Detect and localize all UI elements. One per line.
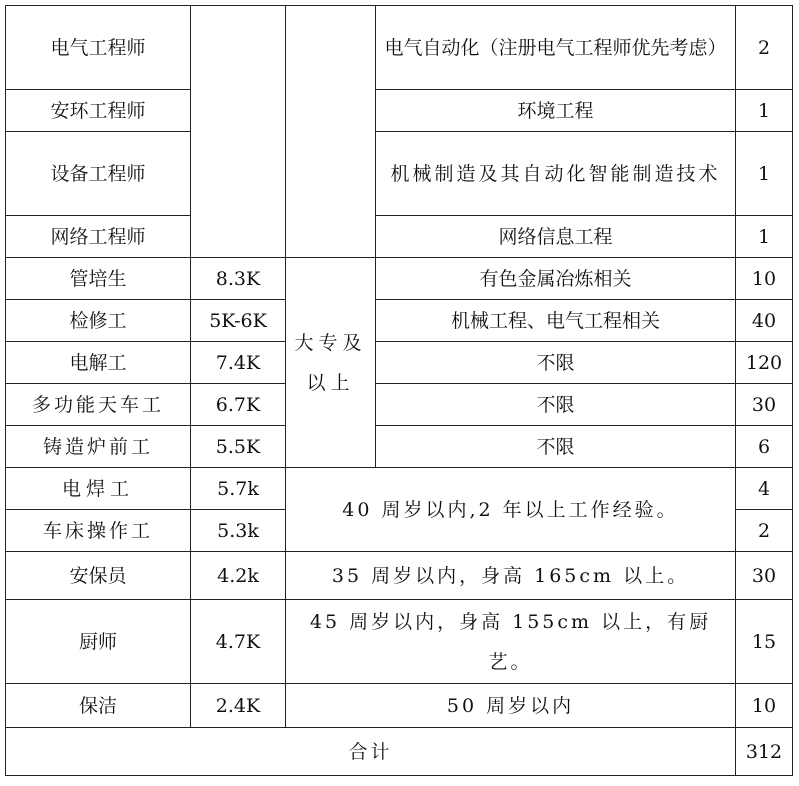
salary-cell: 4.2k <box>191 552 286 600</box>
count-cell: 1 <box>736 216 793 258</box>
requirement-cell: 45 周岁以内，身高 155cm 以上，有厨艺。 <box>286 600 736 684</box>
table-row <box>6 6 793 90</box>
count-cell: 2 <box>736 510 793 552</box>
count-cell: 10 <box>736 258 793 300</box>
table-row <box>6 300 793 342</box>
requirement-cell: 电气自动化（注册电气工程师优先考虑） <box>376 6 736 90</box>
requirement-cell: 不限 <box>376 426 736 468</box>
position-cell: 多功能天车工 <box>6 384 191 426</box>
salary-cell: 4.7K <box>191 600 286 684</box>
table-row <box>6 384 793 426</box>
requirement-cell: 35 周岁以内，身高 165cm 以上。 <box>286 552 736 600</box>
position-cell: 铸造炉前工 <box>6 426 191 468</box>
salary-cell-empty <box>191 6 286 258</box>
education-cell-empty <box>286 6 376 258</box>
position-cell: 安环工程师 <box>6 90 191 132</box>
count-cell: 2 <box>736 6 793 90</box>
count-cell: 1 <box>736 132 793 216</box>
position-cell: 保洁 <box>6 684 191 728</box>
position-cell: 电焊工 <box>6 468 191 510</box>
count-cell: 4 <box>736 468 793 510</box>
table-row <box>6 216 793 258</box>
table-row <box>6 258 793 300</box>
total-row <box>6 728 793 776</box>
position-cell: 检修工 <box>6 300 191 342</box>
position-cell: 管培生 <box>6 258 191 300</box>
recruitment-table <box>5 5 793 776</box>
count-cell: 120 <box>736 342 793 384</box>
table-row <box>6 468 793 510</box>
table-row <box>6 132 793 216</box>
requirement-cell: 环境工程 <box>376 90 736 132</box>
position-cell: 设备工程师 <box>6 132 191 216</box>
salary-cell: 2.4K <box>191 684 286 728</box>
count-cell: 30 <box>736 384 793 426</box>
position-cell: 车床操作工 <box>6 510 191 552</box>
salary-cell: 5.7k <box>191 468 286 510</box>
requirement-cell: 不限 <box>376 342 736 384</box>
position-cell: 电气工程师 <box>6 6 191 90</box>
position-cell: 厨师 <box>6 600 191 684</box>
table-row <box>6 600 793 684</box>
total-count: 312 <box>736 728 793 776</box>
education-cell: 大专及以上 <box>286 258 376 468</box>
table-row <box>6 342 793 384</box>
requirement-cell: 不限 <box>376 384 736 426</box>
count-cell: 1 <box>736 90 793 132</box>
requirement-cell: 50 周岁以内 <box>286 684 736 728</box>
table-row <box>6 426 793 468</box>
count-cell: 40 <box>736 300 793 342</box>
table-row <box>6 552 793 600</box>
requirement-cell: 机械制造及其自动化智能制造技术 <box>376 132 736 216</box>
salary-cell: 5K-6K <box>191 300 286 342</box>
position-cell: 电解工 <box>6 342 191 384</box>
salary-cell: 7.4K <box>191 342 286 384</box>
position-cell: 安保员 <box>6 552 191 600</box>
position-cell: 网络工程师 <box>6 216 191 258</box>
table-row <box>6 684 793 728</box>
salary-cell: 5.3k <box>191 510 286 552</box>
salary-cell: 6.7K <box>191 384 286 426</box>
requirement-cell: 机械工程、电气工程相关 <box>376 300 736 342</box>
count-cell: 6 <box>736 426 793 468</box>
salary-cell: 8.3K <box>191 258 286 300</box>
count-cell: 15 <box>736 600 793 684</box>
requirement-cell: 网络信息工程 <box>376 216 736 258</box>
total-label: 合计 <box>6 728 736 776</box>
table-row <box>6 90 793 132</box>
count-cell: 30 <box>736 552 793 600</box>
count-cell: 10 <box>736 684 793 728</box>
requirement-cell: 40 周岁以内,2 年以上工作经验。 <box>286 468 736 552</box>
requirement-cell: 有色金属冶炼相关 <box>376 258 736 300</box>
salary-cell: 5.5K <box>191 426 286 468</box>
